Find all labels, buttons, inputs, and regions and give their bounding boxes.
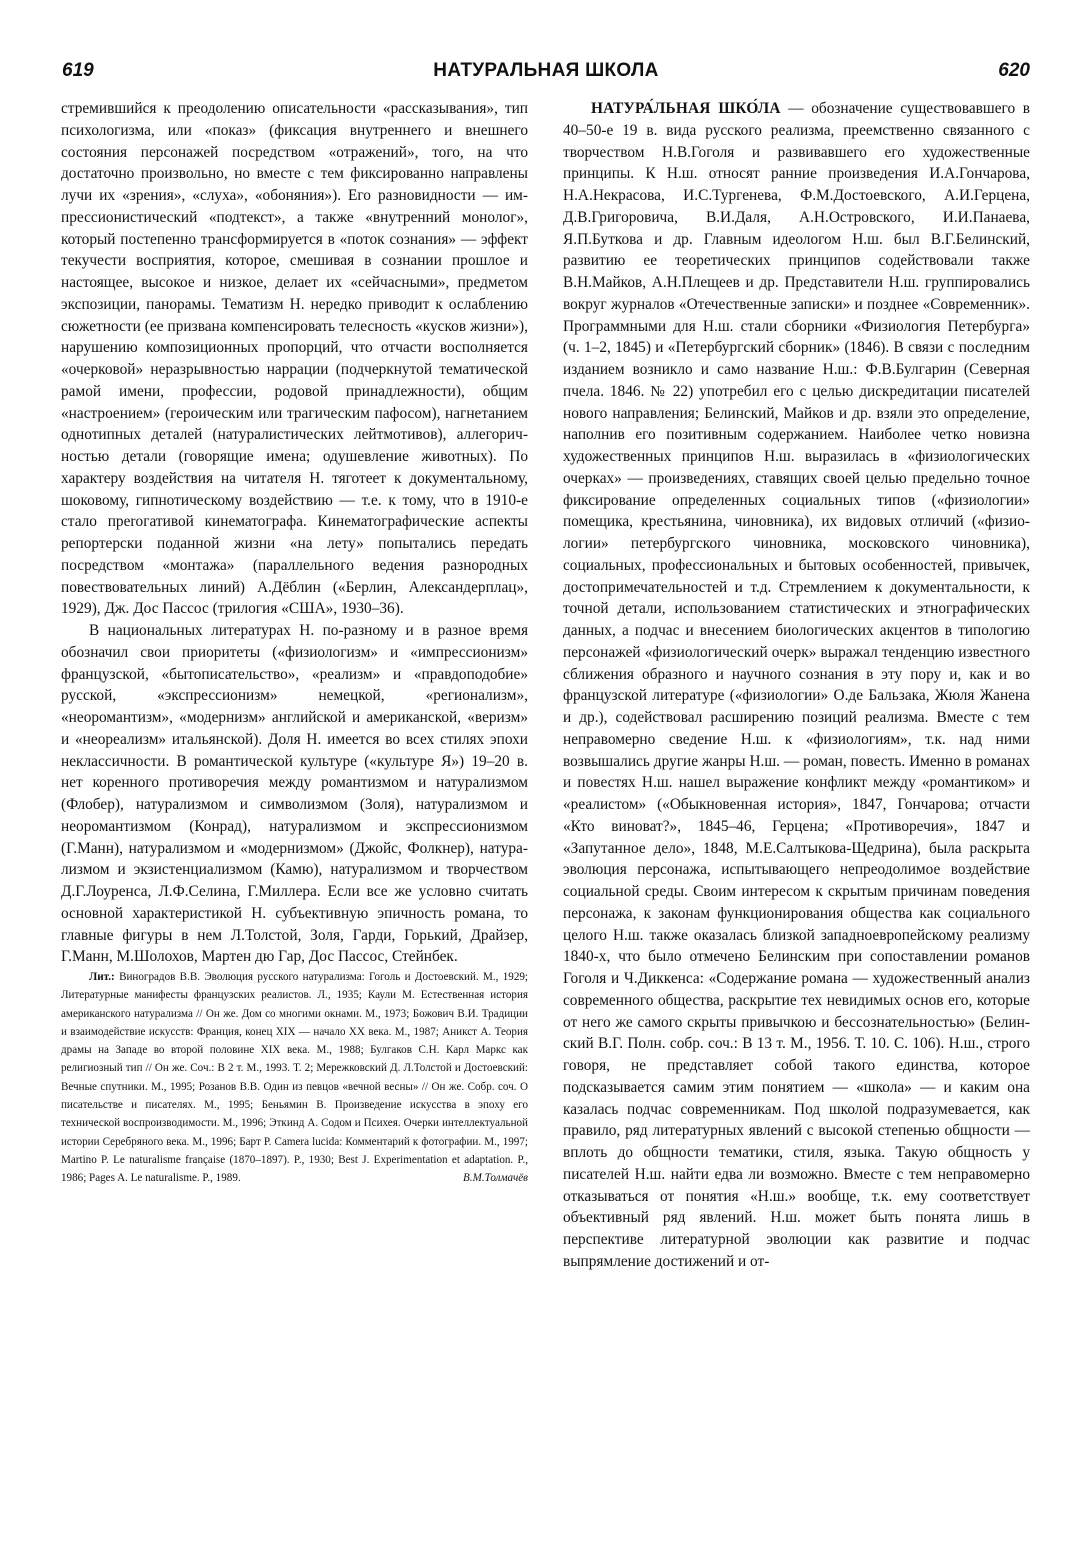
running-title: НАТУРАЛЬНАЯ ШКОЛА [433,60,659,81]
literature-text: Виноградов В.В. Эволюция русского натурализма: Гоголь и Достоевский. М., 1929; Литературные манифесты французских реалистов. Л., 1935; Каули М. Естественная история американского натурализма // Он же. Дом со многими окнами. М., 1973; Божович В.И. Традиции и взаимодействие искусств: Франция, конец XIX — начало XX века. М., 1987; Аникст А. Теория драмы на Западе во второй половине XIX века. М., 1988; Булгаков С.Н. Карл Маркс как религиозный тип // Он же. Соч.: В 2 т. М., 1993. Т. 2; Мережковский Д. Л.Толстой и Достоевский: Вечные спутники. М., 1995; Розанов В.В. Один из певцов «вечной весны» // Он же. Собр. соч. О писательстве и писателях. М., 1995; Беньямин В. Произведение искусства в эпоху его технической воспроизводимости. М., 1996; Эткинд А. Содом и Психея. Очерки интеллектуальной истории Серебряного века. М., 1996; Барт Р. Camera lucida: Комментарий к фотографии. М., 1997; Martino P. Le naturalisme française (1870–1897). P., 1930; Best J. Experimentation et adaptation. P., 1986; Pages A. Le naturalisme. P., 1989. [61,971,528,1185]
right-paragraph-1 [563,98,1030,1273]
left-column [61,98,528,1188]
right-page-number: 620 [998,60,1030,81]
right-column [563,98,1030,1273]
left-paragraph-2: В национальных литературах Н. по-разному и в разное время обозначил свои приоритеты («физиологизм» и «импрессионизм» французской, «бытописательство», «реализм» и «правдоподобие» русской, «экспрессионизм» немецкой, «регионализм», «неоромантизм», «модернизм» английской и американской, «веризм» и «неореализм» итальянской). Доля Н. имеется во всех стилях эпохи неклассичности. В романтической культуре («культуре Я») 19–20 в. нет коренного противоречия между романтизмом и натурализмом (Флобер), натурализмом и символизмом (Золя), натурализмом и неоромантизмом (Конрад), натурализмом и экспрессионизмом (Г.Манн), натурализмом и «модернизмом» (Джойс, Фолкнер), натурализмом и экзистенциализмом (Камю), натурализмом и творчеством Д.Г.Лоуренса, Л.Ф.Селина, Г.Миллера. Если все же условно считать основной характеристикой Н. субъективную эпичность романа, то главные фигуры в нем Л.Толстой, Золя, Гарди, Горький, Драйзер, Г.Манн, М.Шолохов, Мартен дю Гар, Дос Пассос, Стейнбек. [61,622,528,966]
left-paragraph-1: стремившийся к преодолению описательности «рассказывания», тип психологизма, или «показ» (фиксация внутреннего и внешнего состояния персонажей посредством «отражений», того, на что достаточно произвольно, но вместе с тем фиксированно направлены лучи их «зрения», «слуха», «обоняния»). Его разновидности — импрессионистический «подтекст», а также «внутренний монолог», который постепенно трансформируется в «поток сознания» — эффект текучести восприятия, которое, смешивая в сознании прошлое и настоящее, высокое и низкое, делает их «сейчасными», предметом экспозиции, панорамы. Тематизм Н. нередко приводит к ослаблению сюжетности (ее призвана компенсировать телесность «кусков жизни»), нарушению композиционных пропорций, что отчасти восполняется «очерковой» неразрывностью наррации (подчеркнутой тематической рамой имени, профессии, родовой принадлежности), общим «настроением» (героическим или трагическим пафосом), нагнетанием однотипных деталей (натуралистических лейтмотивов), аллегоричностью детали (говорящие имена; одушевление животных). По характеру воздействия на читателя Н. тяготеет к документальному, шоковому, гипнотическому воздействию — т.е. к тому, что в 1910-е стало прeroгативой кинематографа. Кинематографические аспекты репортерски поданной жизни «на лету» попытались передать посредством «монтажа» (параллельного ведения разнородных повествовательных линий) А.Дёблин («Берлин, Александерплац», 1929), Дж. Дос Пассос (трилогия «США», 1930–36). [61,100,528,618]
article-author: В.М.Толмачёв [463,1172,528,1185]
left-page-number: 619 [62,60,94,81]
literature-list [61,968,528,1188]
entry-text: — обозначение существовавшего в 40–50-е 19 в. вида русского реализма, преемственно связанного с творчеством Н.В.Гоголя и развивавшего его художественные принципы. К Н.ш. относят ранние произведения И.А.Гончарова, Н.А.Некрасова, И.С.Тургенева, Ф.М.Достоевского, А.И.Герцена, Д.В.Григоровича, В.И.Даля, А.Н.Островского, И.И.Панаева, Я.П.Буткова и др. Главным идеологом Н.ш. был В.Г.Белинский, развитию ее теоретических принципов содействовали также В.Н.Майков, А.Н.Плещеев и др. Представители Н.ш. группировались вокруг журналов «Отечественные записки» и позднее «Современник». Программными для Н.ш. стали сборники «Физиология Петербурга» (ч. 1–2, 1845) и «Петербургский сборник» (1846). В связи с последним изданием возникло и само название Н.ш.: Ф.В.Булгарин (Северная пчела. 1846. № 22) употребил его с целью дискредитации писателей нового направления; Белинский, Майков и др. взяли это определение, наполнив его позитивным содержанием. Наиболее четко новизна художественных принципов Н.ш. выразилась в «физиологических очерках» — произведениях, ставящих своей целью предельно точное фиксирование определенных социальных типов («физиологии» помещика, крестьянина, чиновника), их видовых отличий («физиологии» петербургского чиновника, московского чиновника), социальных, профессиональных и бытовых особенностей, привычек, достопримечательностей и т.д. Стремлением к документальности, к точной детали, использованием статистических и этнографических данных, а подчас и внесением биологических акцентов в типологию персонажей «физиологический очерк» выражал тенденцию известного сближения образного и научного сознания в эту пору и, как и во французской литературе («физиологии» О.де Бальзака, Жюля Жанена и др.), содействовал расширению позиций реализма. Вместе с тем неправомерно сведение Н.ш. к «физиологиям», т.к. над ними возвышались другие жанры Н.ш. — роман, повесть. Именно в романах и повестях Н.ш. нашел выражение конфликт между «романтиком» и «реалистом» («Обыкновенная история», 1847, Гончарова; отчасти «Кто виноват?», 1845–46, Герцена; «Противоречия», 1847 и «Запутанное дело», 1848, М.Е.Салтыкова-Щедрина), была раскрыта эволюция персонажа, испытывающего непреодолимое воздействие социальной среды. Своим интересом к скрытым причинам поведения персонажа, к законам функционирования общества как социального целого Н.ш. также оказалась близкой западноевропейскому реализму 1840-х, что было отмечено Белинским при сопоставлении романов Гоголя и Ч.Диккенса: «Содержание романа — художественный анализ современного общества, раскрытие тех невидимых основ его, которые от него же самого скрыты привычкою и бессознательностью» (Белинский В.Г. Полн. собр. соч.: В 13 т. М., 1956. Т. 10. С. 106). Н.ш., строго говоря, не представляет собой такого единства, которое подсказывается самим этим понятием — «школа» — и каким она казалась подчас современникам. Под школой подразумевается, как правило, ряд литературных явлений с высокой степенью общности — вплоть до общности тематики, стиля, языка. Такую общность у писателей Н.ш. найти едва ли возможно. Вместе с тем неправомерно отказываться от понятия «Н.ш.» вообще, т.к. ему соответствует объективный ряд явлений. Н.ш. может быть понята лишь в перспективе литературной эволюции как развитие и подчас выпрямление достижений и от- [563,100,1030,1270]
entry-headword: НАТУРА́ЛЬНАЯ ШКО́ЛА [591,100,781,117]
literature-label: Лит.: [89,971,115,983]
running-header [62,60,1030,92]
